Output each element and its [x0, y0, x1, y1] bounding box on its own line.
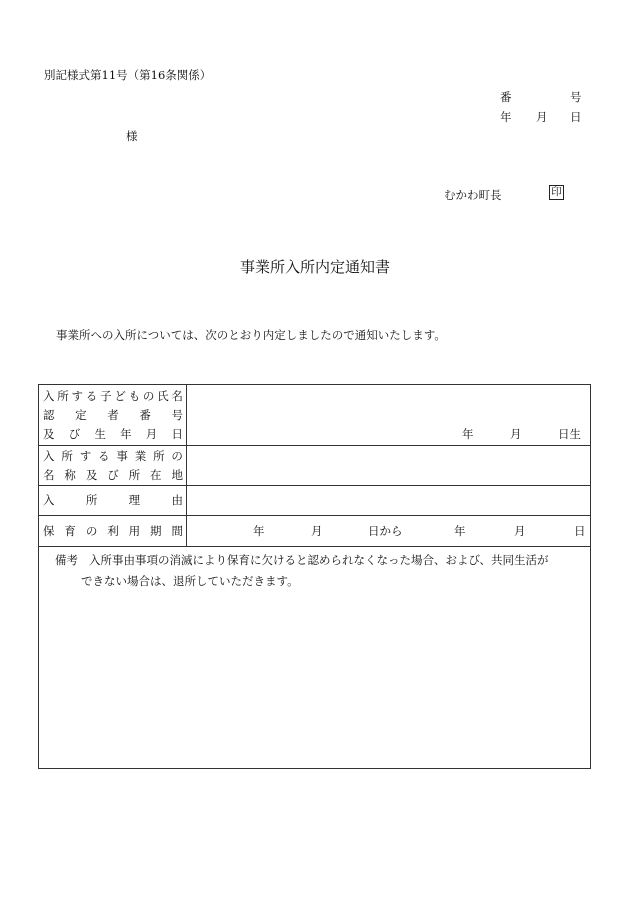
document-title: 事業所入所内定通知書 [239, 258, 390, 276]
notice-form-table [38, 384, 591, 769]
document-number-label: 番 [500, 90, 512, 104]
form-number-label: 別記様式第11号（第16条関係） [44, 68, 212, 82]
birth-month-label: 月 [510, 427, 522, 441]
intro-text: 事業所への入所については、次のとおり内定しましたので通知いたします。 [56, 328, 446, 342]
mayor-title: むかわ町長 [444, 188, 502, 202]
period-start-month: 月 [311, 524, 323, 538]
admission-reason-label: 入 所 理 由 [43, 493, 183, 507]
date-year-label: 年 [500, 110, 512, 124]
facility-label-line1: 入 所 す る 事 業 所 の [43, 449, 183, 463]
note-text-line2: できない場合は、退所していただきます。 [81, 574, 299, 588]
addressee-suffix: 様 [126, 129, 138, 143]
note-label: 備考 [55, 553, 78, 567]
care-period-label: 保 育 の 利 用 期 間 [43, 524, 183, 538]
note-text-line1: 入所事由事項の消滅により保育に欠けると認められなくなった場合、および、共同生活が [89, 553, 549, 567]
period-end-year: 年 [454, 524, 466, 538]
facility-label-line2: 名 称 及 び 所 在 地 [43, 468, 183, 482]
date-month-label: 月 [536, 110, 548, 124]
date-day-label: 日 [570, 110, 582, 124]
seal-mark: 印 [549, 185, 564, 200]
period-start-day: 日から [368, 524, 403, 538]
period-end-day: 日 [574, 524, 586, 538]
document-number-suffix: 号 [570, 90, 582, 104]
birth-date-label: 及 び 生 年 月 日 [43, 427, 183, 441]
period-end-month: 月 [514, 524, 526, 538]
birth-day-label: 日生 [558, 427, 581, 441]
birth-year-label: 年 [462, 427, 474, 441]
child-name-label: 入 所 す る 子 ど も の 氏 名 [43, 389, 183, 403]
period-start-year: 年 [253, 524, 265, 538]
certification-number-label: 認 定 者 番 号 [43, 408, 183, 422]
